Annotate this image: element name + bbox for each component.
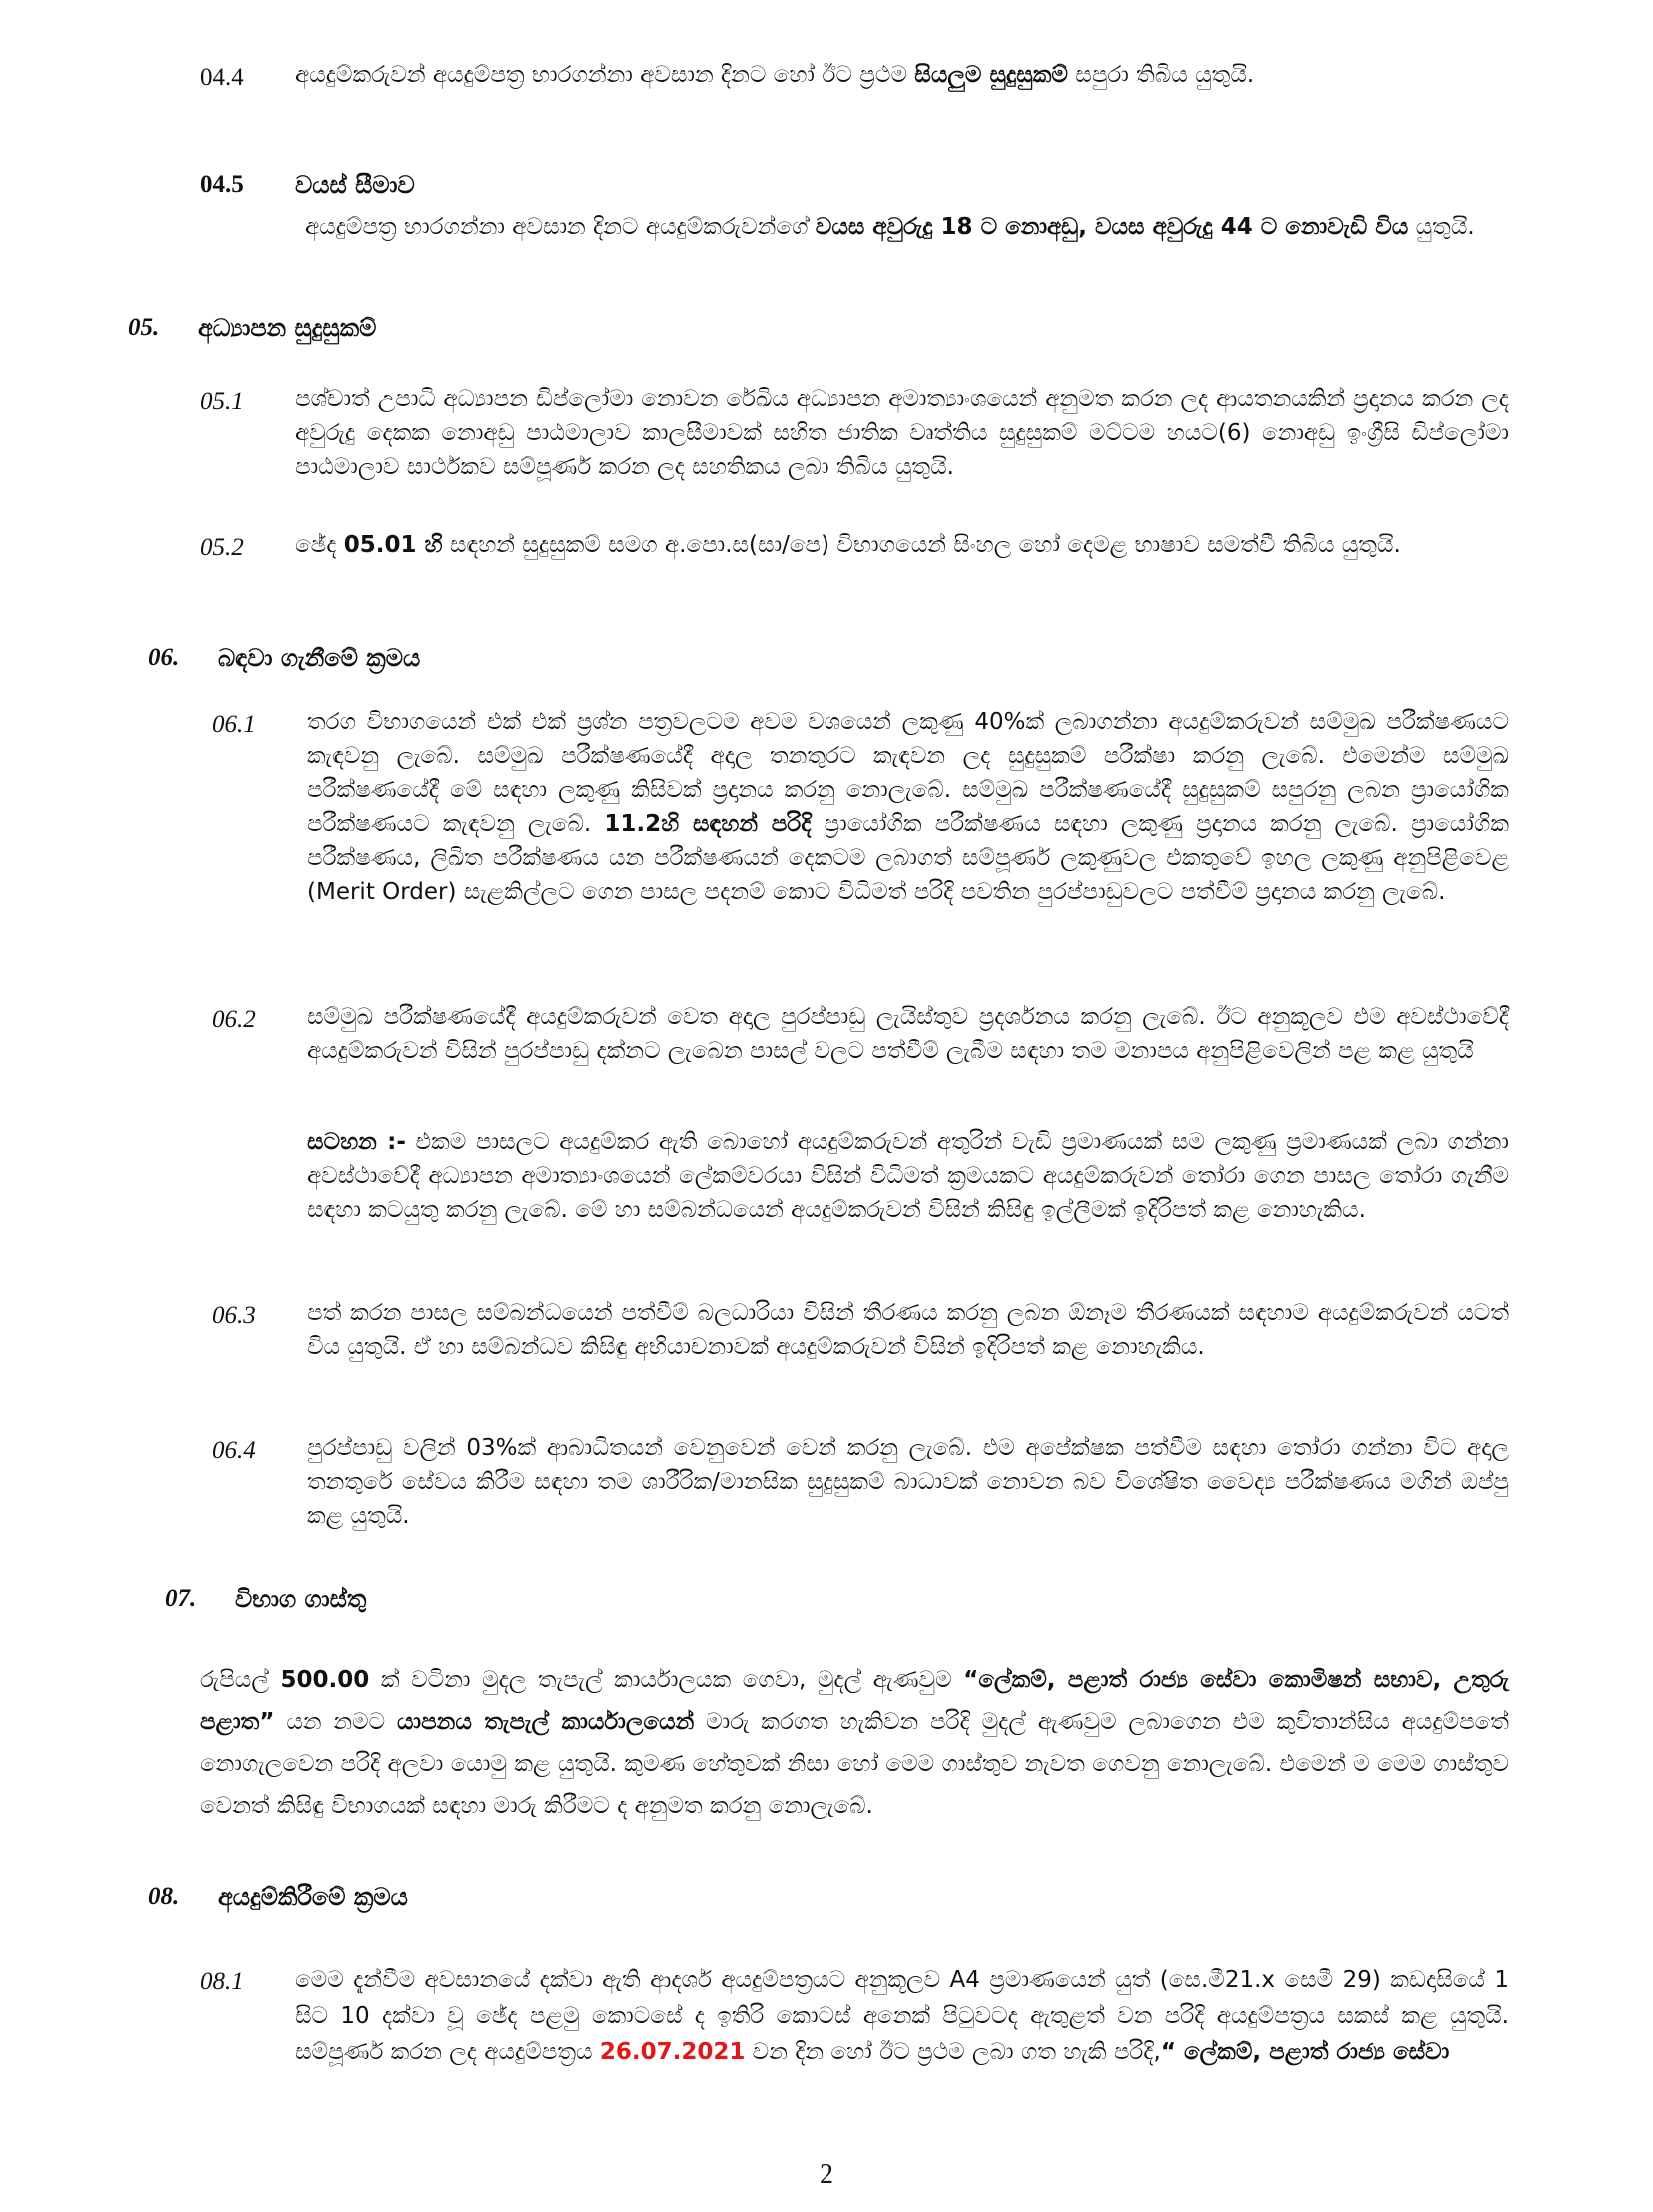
section-06-2 bbox=[212, 1000, 1509, 1068]
section-06-2-note: සටහන :- එකම පාසලට අයදුම්කර ඇති බොහෝ අයදුම්කරුවන් අතුරින් වැඩි ප්‍රමාණයක් සම ලකුණු ප්‍රමාණයක් ලබා ගන්නා අවස්ථාවේදී අධ්‍යාපන අමාත්‍යාංශයෙන් ලේකම්වරයා විසින් විධිමත් ක්‍රමයකට අයදුම්කරුවන් තෝරා ගෙන පාසල තෝරා ගැනීම සඳහා කටයුතු කරනු ලැබේ. මේ හා සම්බන්ධයෙන් අයදුම්කරුවන් විසින් කිසිඳු ඉල්ලීමක් ඉදිරිපත් කළ නොහැකිය. bbox=[307, 1129, 1509, 1223]
section-body: සම්මුඛ පරීක්ෂණයේදී අයදුම්කරුවන් වෙත අදාල පුරප්පාඩු ලැයිස්තුව ප්‍රදර්ශනය කරනු ලැබේ. ඊට අනුකූලව එම අවස්ථාවේදී අයදුම්කරුවන් විසින් පුරප්පාඩු දක්නට ලැබෙන පාසල් වලට පත්වීම් ලැබීම සඳහා තම මනාපය අනුපිළිවෙලින් පළ කළ යුතුයි bbox=[307, 1004, 1509, 1064]
note-label: සටහන :- bbox=[307, 1129, 406, 1155]
section-number: 04.4 bbox=[200, 64, 244, 91]
section-04-4 bbox=[200, 58, 1509, 98]
section-title: විභාග ගාස්තු bbox=[235, 1585, 367, 1613]
section-06-1 bbox=[212, 705, 1509, 909]
section-04-5-body: අයදුම්පත්‍ර භාරගන්නා අවසාන දිනට අයදුම්කරුවන්ගේ වයස අවුරුදු 18 ට නොඅඩු, වයස අවුරුදු 44 ට නොවැඩි විය යුතුයි. bbox=[305, 214, 1475, 240]
section-number: 06. bbox=[148, 644, 180, 671]
section-title: වයස් සීමාව bbox=[295, 171, 415, 199]
section-title: අධ්‍යාපන සුදුසුකම් bbox=[198, 314, 377, 342]
section-06-heading bbox=[148, 638, 1447, 678]
section-08-heading bbox=[148, 1877, 1447, 1917]
section-05-2 bbox=[200, 528, 1509, 568]
section-title: බඳවා ගැනීමේ ක්‍රමය bbox=[218, 644, 421, 672]
section-title: අයදුම්කිරීමේ ක්‍රමය bbox=[218, 1883, 408, 1911]
section-number: 06.3 bbox=[212, 1302, 256, 1329]
page-number: 2 bbox=[820, 2159, 833, 2190]
section-number: 04.5 bbox=[200, 171, 244, 198]
section-number: 07. bbox=[165, 1585, 197, 1612]
section-07-heading bbox=[165, 1579, 1464, 1619]
section-body: පශ්චාත් උපාධි අධ්‍යාපන ඩිප්ලෝමා නොවන රේඛිය අධ්‍යාපන අමාත්‍යාංශයෙන් අනුමත කරන ලද ආයතනයකින් ප්‍රදානය කරන ලද අවුරුදු දෙකක නොඅඩු පාඨමාලාව කාලසීමාවක් සහිත ජාතික වෘත්තිය සුදුසුකම් මට්ටම හයට(6) නොඅඩු ඉංග්‍රීසි ඩිප්ලෝමා පාඨමාලාව සාර්ථකව සම්පූර්ණ කරන ලද සහතිකය ලබා තිබිය යුතුයි. bbox=[295, 386, 1509, 480]
section-body: අයදුම්කරුවන් අයදුම්පත්‍ර භාරගන්නා අවසාන දිනට හෝ ඊට ප්‍රථම සියලුම සුදුසුකම් සපුරා තිබිය යුතුයි. bbox=[295, 62, 1255, 88]
section-06-4 bbox=[212, 1431, 1509, 1533]
section-06-3 bbox=[212, 1296, 1509, 1364]
section-number: 05.2 bbox=[200, 534, 244, 561]
section-05-1 bbox=[200, 382, 1509, 484]
section-04-5-heading bbox=[200, 165, 1509, 205]
section-body: තරග විභාගයෙන් එක් එක් ප්‍රශ්න පත්‍රවලටම අවම වශයෙන් ලකුණු 40%ක් ලබාගන්නා අයදුම්කරුවන් සම්මුඛ පරීක්ෂණයට කැඳවනු ලැබේ. සම්මුඛ පරීක්ෂණයේදී අදාල තනතුරට කැඳවන ලද සුදුසුකම් පරීක්ෂා කරනු ලැබේ. එමෙන්ම සම්මුඛ පරීක්ෂණයේදී මේ සඳහා ලකුණු කිසිවක් ප්‍රදානය කරනු නොලැබේ. සම්මුඛ පරීක්ෂණයේදී සුදුසුකම් සපුරනු ලබන ප්‍රායෝගික පරීක්ෂණයට කැඳවනු ලැබේ. 11.2හි සඳහන් පරිදි ප්‍රායෝගික පරීක්ෂණය සඳහා ලකුණු ප්‍රදානය කරනු ලැබේ. ප්‍රායෝගික පරීක්ෂණය, ලිඛිත පරීක්ෂණය යන පරීක්ෂණයන් දෙකටම ලබාගත් සම්පූර්ණ ලකුණුවල එකතුවේ ඉහල ලකුණු අනුපිළිවෙළ (Merit Order) සැළකිල්ලට ගෙන පාසල පදනම් කොට විධිමත් පරිදි පවතින පුරප්පාඩුවලට පත්වීම් ප්‍රදානය කරනු ලැබේ. bbox=[307, 709, 1509, 905]
deadline-date: 26.07.2021 bbox=[599, 2039, 746, 2065]
section-number: 08. bbox=[148, 1883, 180, 1910]
section-body: මෙම දැන්වීම අවසානයේ දක්වා ඇති ආදර්ශ අයදුම්පත්‍රයට අනුකූලව A4 ප්‍රමාණයෙන් යුත් (සෙ.මී21.x සෙමී 29) කඩදාසියේ 1 සිට 10 දක්වා වූ ඡේද පළමු කොටසේ ද ඉතිරි කොටස් අනෙක් පිටුවටද ඇතුළත් වන පරිදි අයදුම්පත්‍රය සකස් කළ යුතුයි. සම්පූර්ණ කරන ලද අයදුම්පත්‍රය 26.07.2021 වන දින හෝ ඊට ප්‍රථම ලබා ගත හැකි පරිදි,“ ලේකම්, පළාත් රාජ්‍ය සේවා bbox=[295, 1967, 1509, 2065]
section-number: 05.1 bbox=[200, 388, 244, 415]
section-05-heading bbox=[128, 308, 1427, 348]
section-number: 08.1 bbox=[200, 1968, 244, 1995]
section-number: 06.2 bbox=[212, 1006, 256, 1033]
section-body: පුරප්පාඩු වලින් 03%ක් ආබාධිතයන් වෙනුවෙන් වෙන් කරනු ලැබේ. එම අපේක්ෂක පත්වීම සඳහා තෝරා ගන්නා විට අදාල තනතුරේ සේවය කිරීම සඳහා තම ශාරීරික/මානසික සුදුසුකම් බාධාවක් නොවන බව විශේෂිත වෛද්‍ය පරීක්ෂණය මගින් ඔප්පු කළ යුතුයි. bbox=[307, 1435, 1509, 1529]
section-number: 05. bbox=[128, 314, 160, 341]
section-body: ඡේද 05.01 හි සඳහන් සුදුසුකම් සමග අ.පො.ස(සා/පෙ) විභාගයෙන් සිංහල හෝ දෙමළ භාෂාව සමත්වී තිබිය යුතුයි. bbox=[295, 532, 1401, 558]
section-number: 06.4 bbox=[212, 1437, 256, 1464]
section-number: 06.1 bbox=[212, 711, 256, 738]
section-07-body: රුපියල් 500.00 ක් වටිනා මුදල තැපැල් කාර්යාලයක ගෙවා, මුදල් ඇණවුම “ලේකම්, පළාත් රාජ්‍ය සේවා කොමිෂන් සභාව, උතුරු පළාත” යන නමට යාපනය තැපැල් කාර්යාලයෙන් මාරු කරගත හැකිවන පරිදි මුදල් ඇණවුම ලබාගෙන එම කුවිතාන්සිය අයදුම්පතේ නොගැලවෙන පරිදි අලවා යොමු කළ යුතුයි. කුමණ හේතුවක් නිසා හෝ මෙම ගාස්තුව නැවත ගෙවනු නොලැබේ. එමෙන් ම මෙම ගාස්තුව වෙනත් කිසිඳු විභාගයක් සඳහා මාරු කිරීමට ද අනුමත කරනු නොලැබේ. bbox=[200, 1667, 1509, 1819]
section-body: පත් කරන පාසල සම්බන්ධයෙන් පත්වීම් බලධාරියා විසින් තීරණය කරනු ලබන ඕනෑම තීරණයක් සඳහාම අයදුම්කරුවන් යටත් විය යුතුයි. ඒ හා සම්බන්ධව කිසිඳු අභියාචනාවක් අයදුම්කරුවන් විසින් ඉදිරිපත් කළ නොහැකිය. bbox=[307, 1300, 1509, 1360]
section-08-1 bbox=[200, 1962, 1509, 2070]
